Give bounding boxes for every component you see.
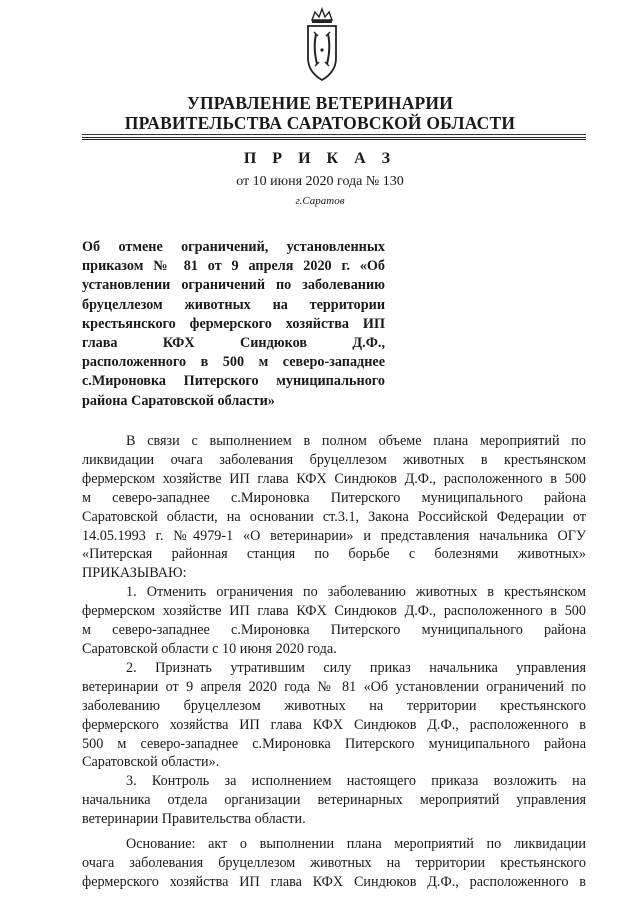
basis-line: Основание: акт о выполнении плана мероприятий по ликвидации bbox=[126, 836, 586, 853]
subject-line: расположенного в 500 м северо-западнее bbox=[82, 354, 385, 371]
item1-line: 1. Отменить ограничения по заболеванию животных в крестьянском bbox=[126, 584, 586, 601]
preamble-line: м северо-западнее с.Мироновка Питерского муниципального района bbox=[82, 489, 586, 506]
item2-line: фермерского хозяйства ИП глава КФХ Синдюков Д.Ф., расположенного в bbox=[82, 716, 586, 733]
order-directive: ПРИКАЗЫВАЮ: bbox=[82, 565, 187, 582]
subject-line: крестьянского фермерского хозяйства ИП bbox=[82, 315, 385, 332]
order-body bbox=[82, 432, 586, 892]
org-name-line2: ПРАВИТЕЛЬСТВА САРАТОВСКОЙ ОБЛАСТИ bbox=[124, 113, 516, 133]
header-rule-thin bbox=[82, 134, 586, 135]
item1-line: м северо-западнее с.Мироновка Питерского муниципального района bbox=[82, 622, 586, 639]
order-title: П Р И К А З bbox=[243, 150, 397, 167]
basis-line: фермерского хозяйства ИП глава КФХ Синдюков Д.Ф., расположенного в bbox=[82, 873, 586, 890]
basis-line: очага заболевания бруцеллезом животных на территории крестьянского bbox=[82, 854, 586, 871]
subject-line: приказом № 81 от 9 апреля 2020 г. «Об bbox=[82, 258, 385, 275]
subject-line: установлении ограничений по заболеванию bbox=[82, 277, 385, 294]
preamble-line: 14.05.1993 г. №4979-1 «О ветеринарии» и представления начальника ОГУ bbox=[82, 527, 586, 544]
preamble-line: фермерском хозяйстве ИП глава КФХ Синдюков Д.Ф., расположенного в 500 bbox=[82, 470, 586, 487]
preamble-line: В связи с выполнением в полном объеме плана мероприятий по bbox=[126, 433, 586, 449]
order-city: г.Саратов bbox=[295, 195, 345, 207]
coat-of-arms-emblem bbox=[302, 6, 342, 86]
item3-line: 3. Контроль за исполнением настоящего приказа возложить на bbox=[126, 773, 586, 790]
subject-line: бруцеллезом животных на территории bbox=[82, 296, 385, 313]
subject-line: Об отмене ограничений, установленных bbox=[82, 239, 385, 255]
item2-line: заболеванию бруцеллезом животных на территории крестьянского bbox=[82, 697, 586, 714]
item2-line: 500 м северо-западнее с.Мироновка Питерского муниципального района bbox=[82, 735, 586, 752]
subject-line: с.Мироновка Питерского муниципального bbox=[82, 373, 385, 390]
header-rule-thick bbox=[82, 137, 586, 140]
subject-line: глава КФХ Синдюков Д.Ф., bbox=[82, 335, 385, 352]
subject-line: района Саратовской области» bbox=[82, 392, 275, 409]
item2-line: Саратовской области». bbox=[82, 754, 220, 771]
item1-line: Саратовской области с 10 июня 2020 года. bbox=[82, 640, 337, 657]
preamble-line: «Питерская районная станция по борьбе с болезнями животных» bbox=[82, 546, 586, 563]
order-subject bbox=[82, 238, 385, 411]
item3-line: начальника отдела организации ветеринарных мероприятий управления bbox=[82, 792, 586, 809]
item2-line: ветеринарии от 9 апреля 2020 года № 81 «Об установлении ограничений по bbox=[82, 678, 586, 695]
preamble-line: Саратовской области, на основании ст.3.1, Закона Российской Федерации от bbox=[82, 508, 586, 525]
order-date-number: от 10 июня 2020 года № 130 bbox=[236, 174, 404, 189]
item3-line: ветеринарии Правительства области. bbox=[82, 811, 306, 828]
item1-line: фермерском хозяйстве ИП глава КФХ Синдюков Д.Ф., расположенного в 500 bbox=[82, 603, 586, 620]
preamble-line: ликвидации очага заболевания бруцеллезом животных в крестьянском bbox=[82, 451, 586, 468]
org-name-line1: УПРАВЛЕНИЕ ВЕТЕРИНАРИИ bbox=[186, 93, 454, 113]
item2-line: 2. Признать утратившим силу приказ начальника управления bbox=[126, 659, 586, 676]
